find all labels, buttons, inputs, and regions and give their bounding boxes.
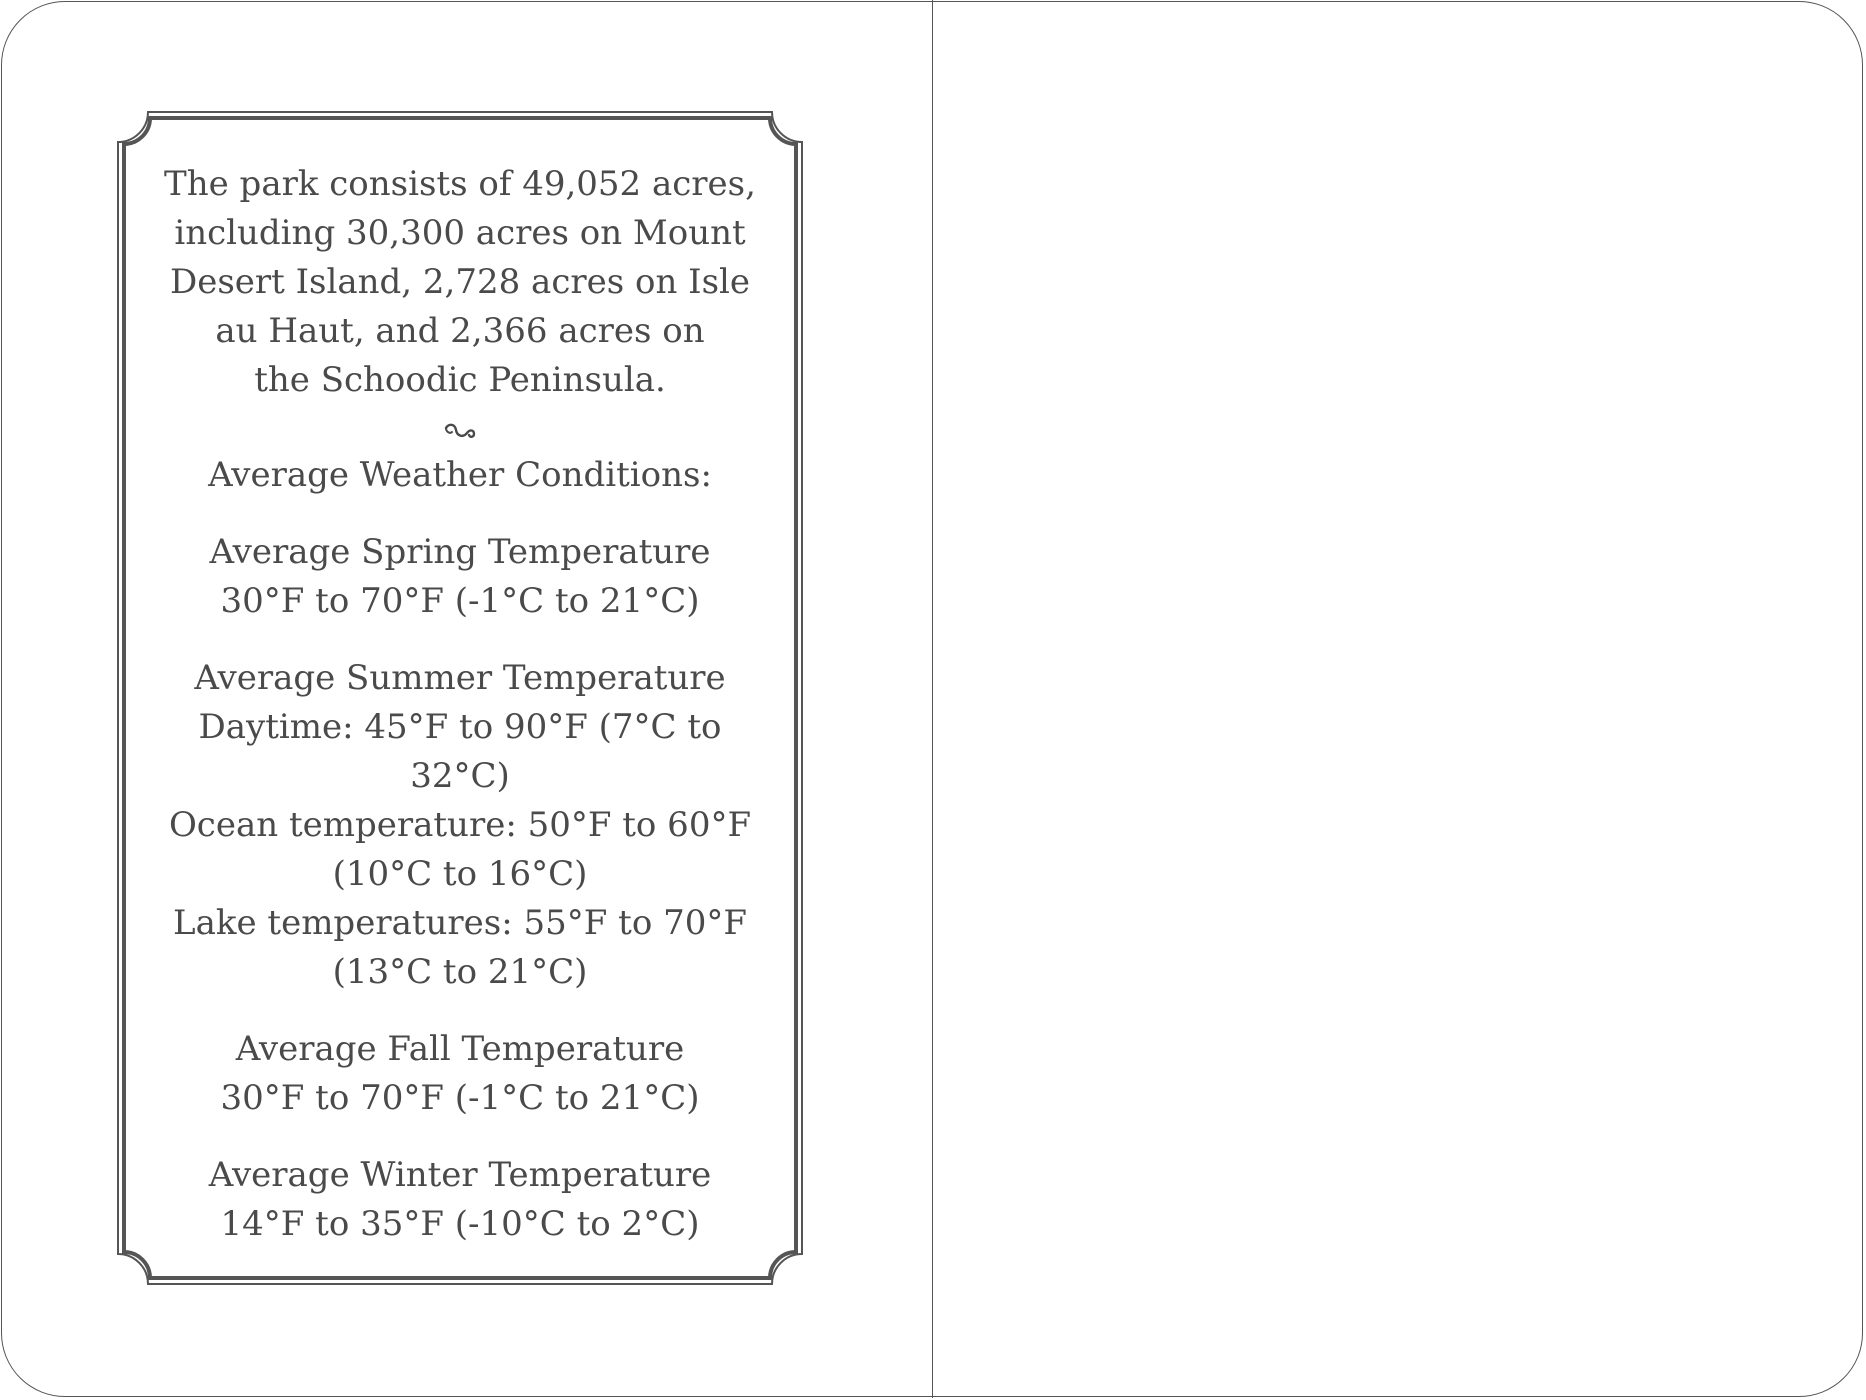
fall-title: Average Fall Temperature xyxy=(235,1029,685,1069)
park-info-panel xyxy=(146,160,774,1249)
summer-lake: Lake temperatures: 55°F to 70°F xyxy=(173,903,747,943)
fold-line xyxy=(932,0,933,1398)
intro-line: including 30,300 acres on Mount xyxy=(174,213,746,253)
intro-line: the Schoodic Peninsula. xyxy=(254,360,666,400)
spring-range: 30°F to 70°F (-1°C to 21°C) xyxy=(220,581,700,621)
intro-line: The park consists of 49,052 acres, xyxy=(164,164,756,204)
winter-range: 14°F to 35°F (-10°C to 2°C) xyxy=(220,1204,700,1244)
summer-lake-celsius: (13°C to 21°C) xyxy=(332,952,588,992)
winter-title: Average Winter Temperature xyxy=(208,1155,712,1195)
intro-line: au Haut, and 2,366 acres on xyxy=(215,311,705,351)
fall-section xyxy=(146,1025,774,1123)
weather-heading: Average Weather Conditions: xyxy=(208,455,712,495)
park-acreage-paragraph xyxy=(146,160,774,405)
intro-line: Desert Island, 2,728 acres on Isle xyxy=(169,262,751,302)
summer-title: Average Summer Temperature xyxy=(194,658,726,698)
flourish-icon xyxy=(146,407,774,451)
fall-range: 30°F to 70°F (-1°C to 21°C) xyxy=(220,1078,700,1118)
summer-section xyxy=(146,654,774,997)
winter-section xyxy=(146,1151,774,1249)
summer-ocean: Ocean temperature: 50°F to 60°F xyxy=(168,805,752,845)
summer-daytime: Daytime: 45°F to 90°F (7°C to 32°C) xyxy=(198,707,722,796)
spring-title: Average Spring Temperature xyxy=(209,532,711,572)
spring-section xyxy=(146,528,774,626)
summer-ocean-celsius: (10°C to 16°C) xyxy=(332,854,588,894)
